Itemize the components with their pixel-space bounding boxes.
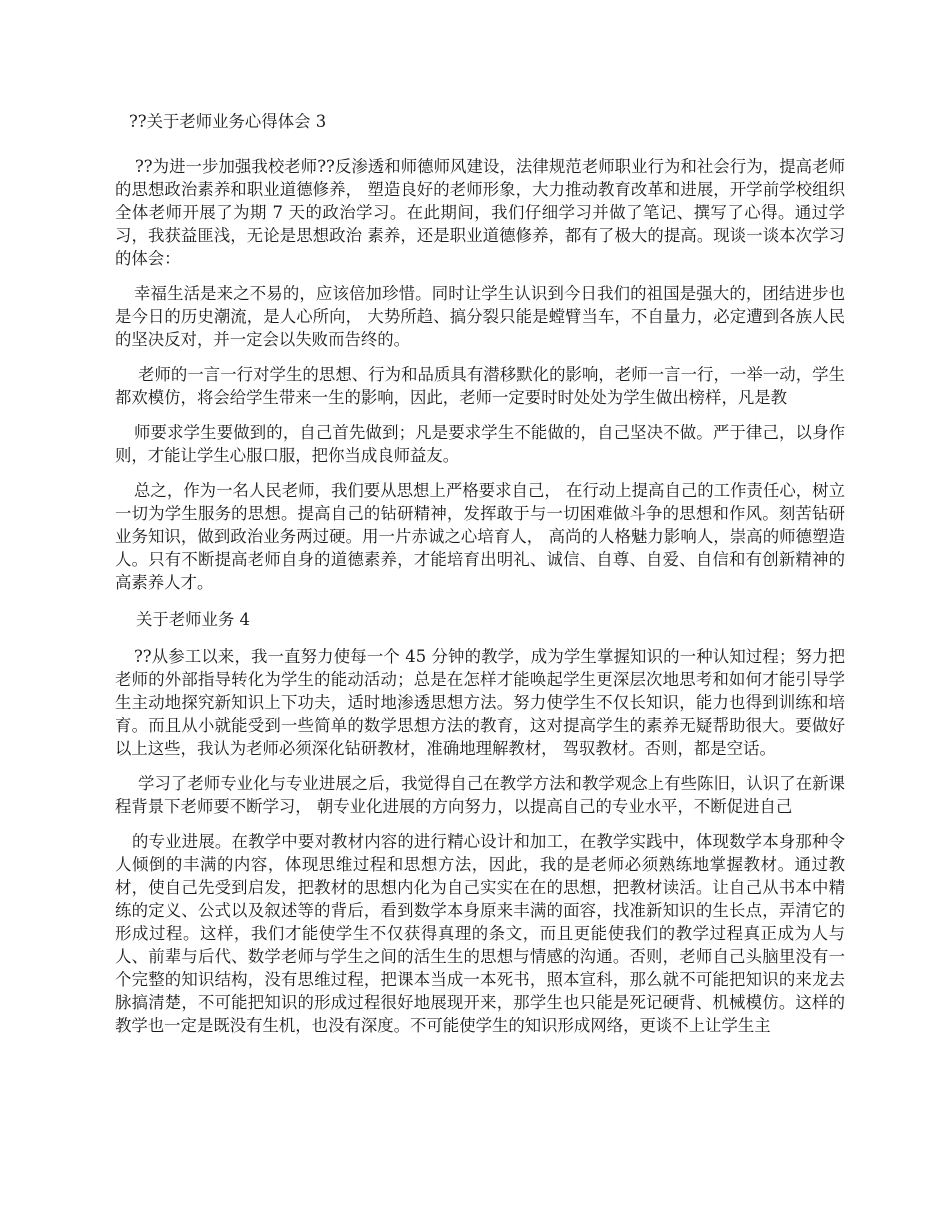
paragraph: 的专业进展。在教学中要对教材内容的进行精心设计和加工，在教学实践中，体现数学本身那种令人倾倒的丰满的内容，体现思维过程和思想方法，因此，我的是老师必须熟练地掌握教材。通过教材，使自己先受到启发，把教材的思想内化为自己实实在在的思想，把教材读活。让自己从书本中精练的定义、公式以及叙述等的背后，看到数学本身原来丰满的面容，找准新知识的生长点，弄清它的形成过程。这样，我们才能使学生不仅获得真理的条文，而且更能使我们的教学过程真正成为人与人、前辈与后代、数学老师与学生之间的活生生的思想与情感的沟通。否则，老师自己头脑里没有一个完整的知识结构，没有思维过程，把课本当成一本死书，照本宣科，那么就不可能把知识的来龙去脉搞清楚，不可能把知识的形成过程很好地展现开来，那学生也只能是死记硬背、机械模仿。这样的教学也一定是既没有生机，也没有深度。不可能使学生的知识形成网络，更谈不上让学生主 (115, 832, 845, 1035)
section-heading-3: ??关于老师业务心得体会 3 (129, 112, 327, 131)
paragraph: 幸福生活是来之不易的，应该倍加珍惜。同时让学生认识到今日我们的祖国是强大的，团结进步也是今日的历史潮流，是人心所向， 大势所趋、搞分裂只能是螳臂当车，不自量力，必定遭到各族人民的坚决反对，并一定会以失败而告终的。 (115, 284, 845, 349)
section-heading-4: 关于老师业务 4 (136, 610, 250, 629)
paragraph: ??从参工以来，我一直努力使每一个 45 分钟的教学，成为学生掌握知识的一种认知过程；努力把老师的外部指导转化为学生的能动活动；总是在怎样才能唤起学生更深层次地思考和如何才能引导学生主动地探究新知识上下功夫，适时地渗透思想方法。努力使学生不仅长知识，能力也得到训练和培育。而且从小就能受到一些简单的数学思想方法的教育，这对提高学生的素养无疑帮助很大。要做好以上这些，我认为老师必须深化钻研教材，准确地理解教材， 驾驭教材。否则，都是空话。 (115, 647, 845, 758)
paragraph: 学习了老师专业化与专业进展之后，我觉得自己在教学方法和教学观念上有些陈旧，认识了在新课程背景下老师要不断学习， 朝专业化进展的方向努力，以提高自己的专业水平，不断促进自己 (115, 774, 845, 816)
paragraph: 老师的一言一行对学生的思想、行为和品质具有潜移默化的影响，老师一言一行，一举一动，学生都欢模仿，将会给学生带来一生的影响，因此，老师一定要时时处处为学生做出榜样，凡是教 (115, 365, 845, 407)
document-page (115, 110, 845, 1037)
paragraph: 总之，作为一名人民老师，我们要从思想上严格要求自己， 在行动上提高自己的工作责任心，树立一切为学生服务的思想。提高自己的钻研精神，发挥敢于与一切困难做斗争的思想和作风。刻苦钻研业务知识，做到政治业务两过硬。用一片赤诚之心培育人， 高尚的人格魅力影响人，崇高的师德塑造人。只有不断提高老师自身的道德素养，才能培育出明礼、诚信、自尊、自爱、自信和有创新精神的高素养人才。 (115, 481, 845, 592)
paragraph: ??为进一步加强我校老师??反渗透和师德师风建设，法律规范老师职业行为和社会行为，提高老师的思想政治素养和职业道德修养， 塑造良好的老师形象，大力推动教育改革和进展，开学前学校组织 全体老师开展了为期 7 天的政治学习。在此期间，我们仔细学习并做了笔记、撰写了心得。通过学习，我获益匪浅，无论是思想政治 素养，还是职业道德修养，都有了极大的提高。现谈一谈本次学习 的体会： (115, 157, 845, 268)
paragraph: 师要求学生要做到的，自己首先做到；凡是要求学生不能做的，自己坚决不做。严于律己，以身作则，才能让学生心服口服，把你当成良师益友。 (115, 423, 845, 465)
